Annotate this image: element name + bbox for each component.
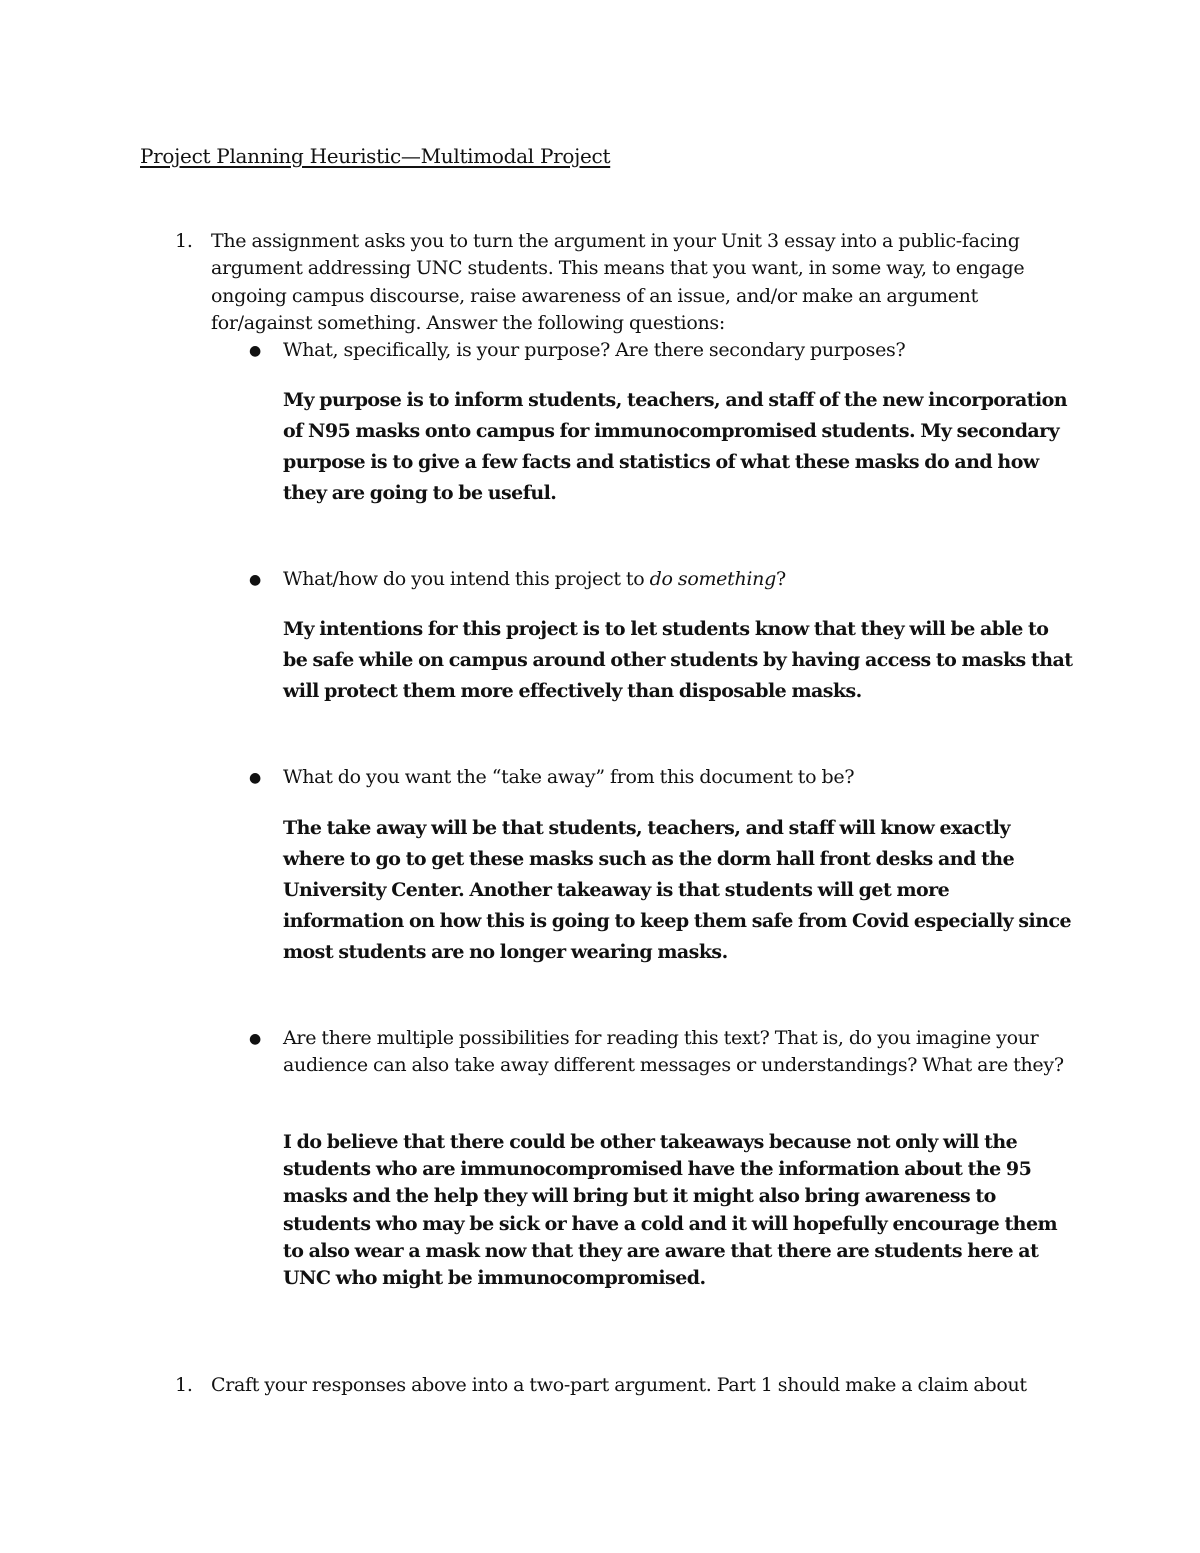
assignment-instructions: The assignment asks you to turn the argument in your Unit 3 essay into a public-facing argument addressing UNC students. This means that you want, in some way, to engage ongoing campus discourse, raise awareness of an issue, and/or make an argument for/against something. Answer the following questions: <box>211 230 1025 334</box>
answer-purpose: My purpose is to inform students, teachers, and staff of the new incorporation of N95 masks onto campus for immunocompromised students. My secondary purpose is to give a few facts and statistics of what these masks do and how they are going to be useful. <box>283 389 1068 504</box>
bullet-icon: ● <box>249 343 262 359</box>
bullet-icon: ● <box>249 1031 262 1047</box>
answer-multiple-readings: I do believe that there could be other takeaways because not only will the students who are immunocompromised have the information about the 95 masks and the help they will bring but it might also bring awareness to students who may be sick or have a cold and it will hopefully encourage them to also wear a mask now that they are aware that there are students here at UNC who might be immunocompromised. <box>283 1131 1058 1290</box>
question-intent: What/how do you intend this project to do something? <box>283 568 786 590</box>
question-purpose: What, specifically, is your purpose? Are there secondary purposes? <box>283 339 906 361</box>
question-multiple-readings: Are there multiple possibilities for reading this text? That is, do you imagine your audience can also take away different messages or understandings? What are they? <box>283 1027 1064 1076</box>
question-takeaway: What do you want the “take away” from this document to be? <box>283 766 855 788</box>
craft-instructions: Craft your responses above into a two-part argument. Part 1 should make a claim about <box>211 1374 1027 1396</box>
bullet-icon: ● <box>249 770 262 786</box>
list-number-2: 1. <box>175 1374 193 1396</box>
bullet-icon: ● <box>249 572 262 588</box>
list-number-1: 1. <box>175 230 193 252</box>
answer-takeaway: The take away will be that students, teachers, and staff will know exactly where to go to get these masks such as the dorm hall front desks and the University Center. Another takeaway is that students will get more information on how this is going to keep them safe from Covid especially since most students are no longer wearing masks. <box>283 817 1072 963</box>
answer-intent: My intentions for this project is to let students know that they will be able to be safe while on campus around other students by having access to masks that will protect them more effectively than disposable masks. <box>283 618 1073 702</box>
document-title: Project Planning Heuristic—Multimodal Project <box>140 144 611 168</box>
